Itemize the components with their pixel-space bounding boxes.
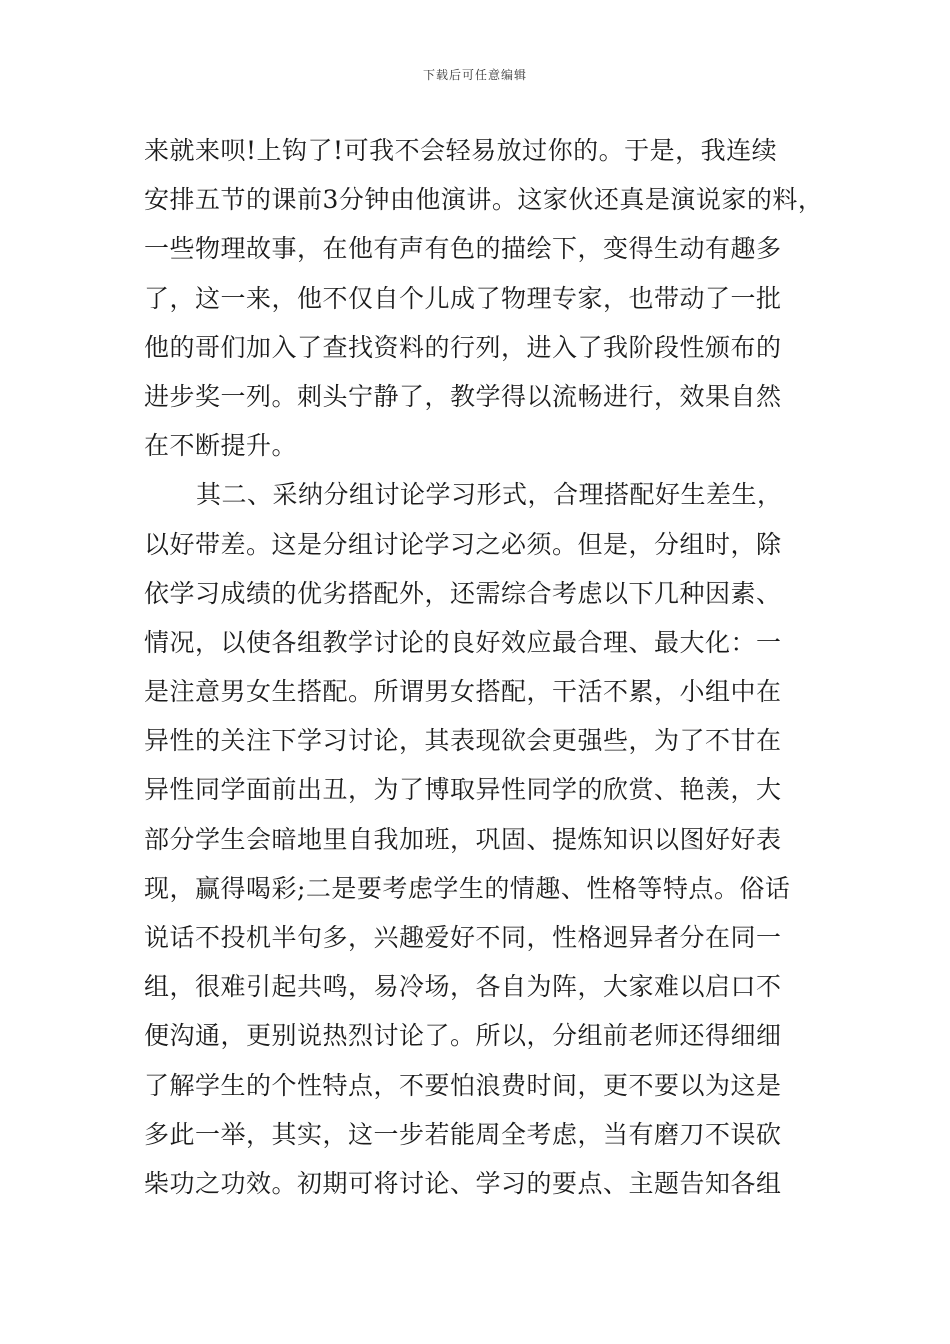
- text-line: 安排五节的课前3分钟由他演讲。这家伙还真是演说家的料，: [144, 185, 824, 215]
- text-line: 部分学生会暗地里自我加班，巩固、提炼知识以图好好表: [144, 824, 782, 854]
- text-line: 多此一举，其实，这一步若能周全考虑，当有磨刀不误砍: [144, 1119, 782, 1149]
- paragraph-start-line: 其二、采纳分组讨论学习形式，合理搭配好生差生，: [196, 480, 783, 510]
- text-line: 以好带差。这是分组讨论学习之必须。但是，分组时，除: [144, 529, 782, 559]
- text-line: 了，这一来，他不仅自个儿成了物理专家，也带动了一批: [144, 283, 782, 313]
- text-line: 一些物理故事，在他有声有色的描绘下，变得生动有趣多: [144, 234, 782, 264]
- text-line: 便沟通，更别说热烈讨论了。所以，分组前老师还得细细: [144, 1021, 782, 1051]
- text-line: 说话不投机半句多，兴趣爱好不同，性格迥异者分在同一: [144, 923, 782, 952]
- text-line: 组，很难引起共鸣，易冷场，各自为阵，大家难以启口不: [144, 972, 782, 1002]
- body-text: [144, 126, 824, 1208]
- text-line: 他的哥们加入了查找资料的行列，进入了我阶段性颁布的: [144, 332, 782, 362]
- text-line: 柴功之功效。初期可将讨论、学习的要点、主题告知各组: [144, 1168, 782, 1198]
- text-line: 在不断提升。: [144, 431, 298, 461]
- header-note: 下载后可任意编辑: [422, 68, 527, 82]
- text-line: 现，赢得喝彩;二是要考虑学生的情趣、性格等特点。俗话: [144, 873, 791, 903]
- text-line: 来就来呗!上钩了!可我不会轻易放过你的。于是，我连续: [144, 136, 778, 165]
- text-line: 异性的关注下学习讨论，其表现欲会更强些，为了不甘在: [144, 726, 782, 756]
- text-line: 了解学生的个性特点，不要怕浪费时间，更不要以为这是: [144, 1070, 782, 1100]
- text-line: 异性同学面前出丑，为了博取异性同学的欣赏、艳羡，大: [144, 775, 782, 805]
- text-line: 依学习成绩的优劣搭配外，还需综合考虑以下几种因素、: [144, 578, 782, 608]
- text-line: 进步奖一列。刺头宁静了，教学得以流畅进行，效果自然: [144, 381, 782, 411]
- text-line: 是注意男女生搭配。所谓男女搭配，干活不累，小组中在: [144, 677, 782, 707]
- text-line: 情况，以使各组教学讨论的良好效应最合理、最大化：一: [144, 627, 782, 657]
